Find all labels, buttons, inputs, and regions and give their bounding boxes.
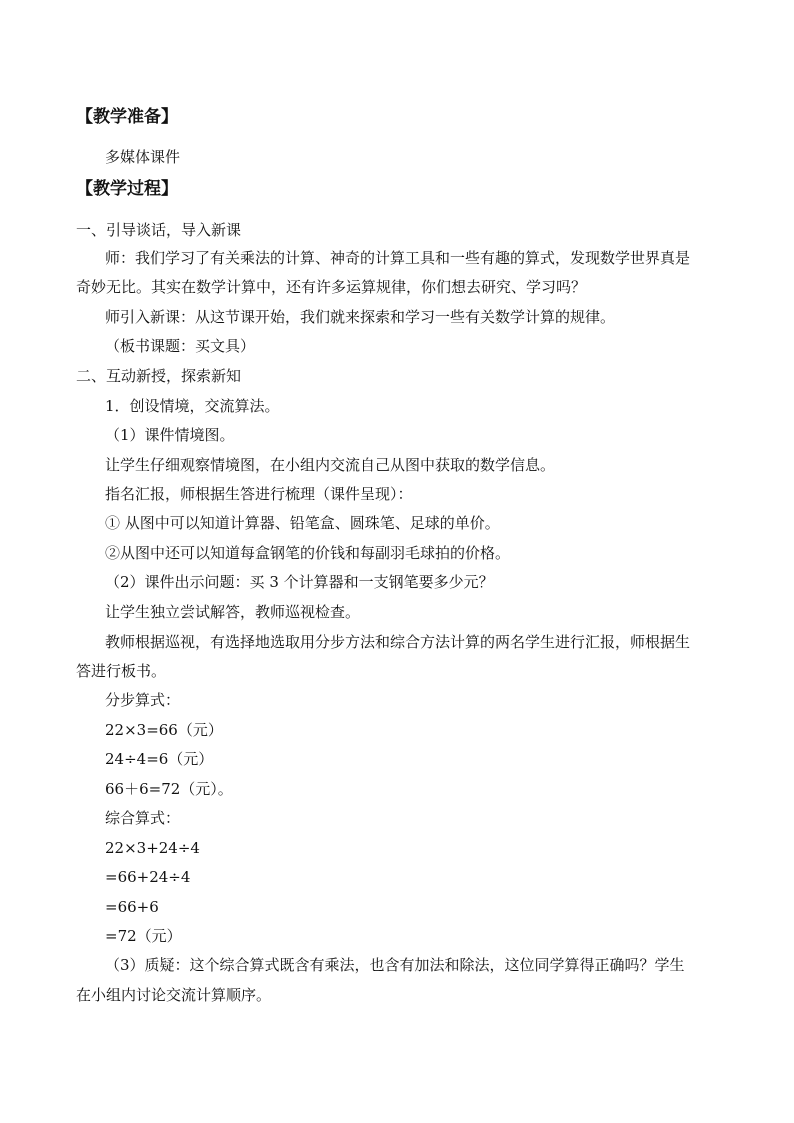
equation: =66+24÷4 <box>105 868 191 886</box>
equation: 22×3=66（元） <box>105 721 223 739</box>
list-item: ① 从图中可以知道计算器、铅笔盒、圆珠笔、足球的单价。 <box>105 514 500 532</box>
paragraph-line: 在小组内讨论交流计算顺序。 <box>76 986 272 1004</box>
combined-label: 综合算式： <box>105 809 181 827</box>
paragraph-line: 奇妙无比。其实在数学计算中，还有许多运算规律，你们想去研究、学习吗？ <box>76 278 587 296</box>
prep-item: 多媒体课件 <box>105 148 181 166</box>
paragraph-line: 教师根据巡视，有选择地选取用分步方法和综合方法计算的两名学生进行汇报，师根据生 <box>105 633 691 651</box>
equation: 66＋6=72（元）。 <box>105 780 233 798</box>
stepwise-label: 分步算式： <box>105 691 181 709</box>
sub-step: （1）课件情境图。 <box>105 426 235 444</box>
equation: =66+6 <box>105 898 159 916</box>
paragraph-line: 师：我们学习了有关乘法的计算、神奇的计算工具和一些有趣的算式，发现数学世界真是 <box>105 249 691 267</box>
prep-heading: 【教学准备】 <box>76 107 178 127</box>
equation: =72（元） <box>105 927 182 945</box>
step-title: 1．创设情境，交流算法。 <box>105 397 280 415</box>
paragraph-line: 让学生仔细观察情境图，在小组内交流自己从图中获取的数学信息。 <box>105 456 556 474</box>
paragraph-line: 师引入新课：从这节课开始，我们就来探索和学习一些有关数学计算的规律。 <box>105 308 616 326</box>
process-heading: 【教学过程】 <box>76 179 178 199</box>
section2-title: 二、互动新授，探索新知 <box>76 367 242 385</box>
section1-title: 一、引导谈话，导入新课 <box>76 221 242 239</box>
sub-step: （3）质疑：这个综合算式既含有乘法，也含有加法和除法，这位同学算得正确吗？学生 <box>105 956 685 974</box>
board-title-note: （板书课题：买文具） <box>105 337 256 355</box>
paragraph-line: 指名汇报，师根据生答进行梳理（课件呈现）： <box>105 485 413 503</box>
paragraph-line: 答进行板书。 <box>76 662 167 680</box>
paragraph-line: 让学生独立尝试解答，教师巡视检查。 <box>105 603 361 621</box>
equation: 24÷4=6（元） <box>105 750 214 768</box>
sub-step: （2）课件出示问题：买 3 个计算器和一支钢笔要多少元？ <box>105 573 494 591</box>
equation: 22×3+24÷4 <box>105 839 200 857</box>
list-item: ②从图中还可以知道每盒钢笔的价钱和每副羽毛球拍的价格。 <box>105 544 511 562</box>
